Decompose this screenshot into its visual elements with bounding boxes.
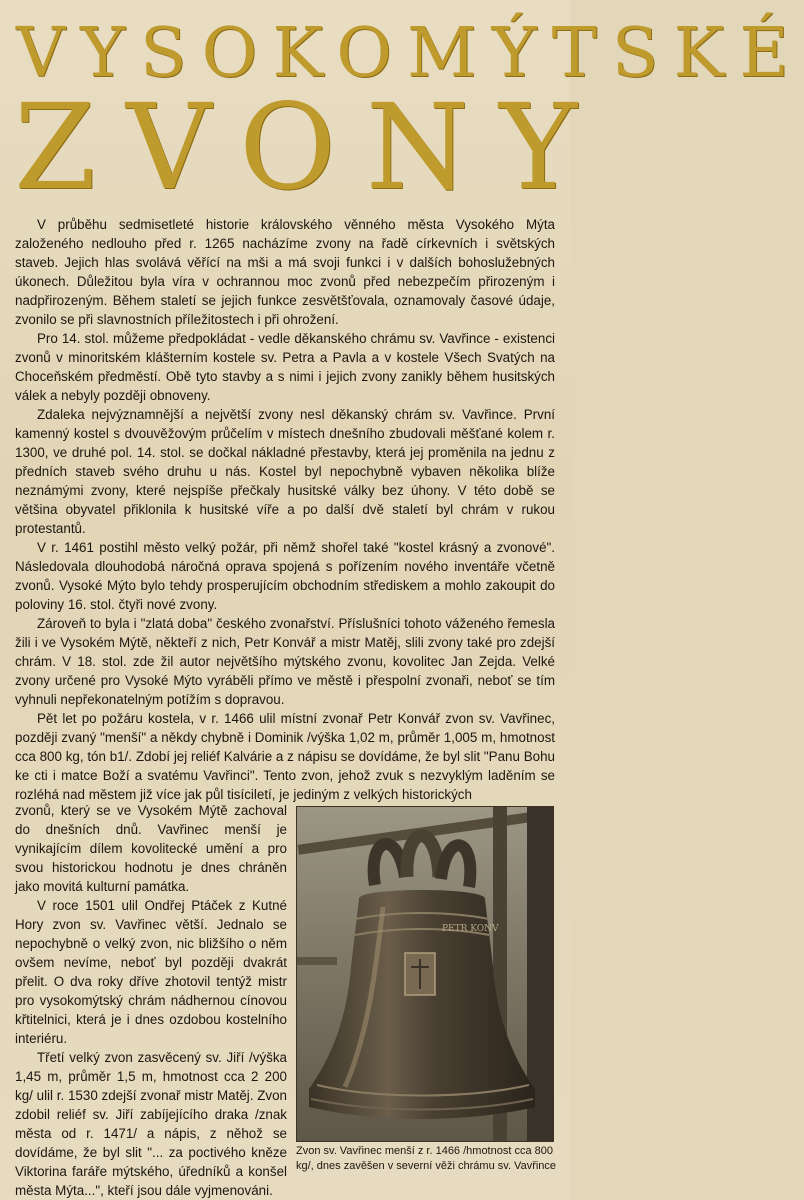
paragraph: Třetí velký zvon zasvěcený sv. Jiří /výška 1,45 m, průměr 1,5 m, hmotnost cca 2 200 kg/ ulil r. 1530 zdejší zvonař mistr Matěj. Zvon zdobil reliéf sv. Jiří zabíjejícího draka /znak města od r. 1471/ a nápis, z něhož se dovídáme, že byl slit "... za poctivého kněze Viktorina faráře mýtského, úředníků a konšel města Mýta...", kteří jsou dále vyjmenováni. (15, 1050, 287, 1198)
paragraph: Pět let po požáru kostela, v r. 1466 ulil místní zvonař Petr Konvář zvon sv. Vavřinec, později zvaný "menší" a někdy chybně i Dominik /výška 1,02 m, průměr 1,005 m, hmotnost cca 800 kg, tón b1/. Zdobí jej reliéf Kalvárie a z nápisu se dovídáme, že byl slit "Panu Bohu ke cti i matce Boží a svatému Vavřinci". Tento zvon, jehož zvuk s nezvyklým laděním se rozléhá nad městem již více jak půl tisíciletí, je jediným z velkých historických (15, 711, 555, 802)
paragraph: V r. 1461 postihl město velký požár, při němž shořel také "kostel krásný a zvonové". Následovala dlouhodobá náročná oprava spojená s pořízením nového inventáře včetně zvonů. Vysoké Mýto bylo tehdy prosperujícím obchodním střediskem a mohlo zakoupit do poloviny 16. stol. čtyři nové zvony. (15, 540, 555, 612)
paragraph: Pro 14. stol. můžeme předpokládat - vedle děkanského chrámu sv. Vavřince - existenci zvonů v minoritském klášterním kostele sv. Petra a Pavla a v kostele Všech Svatých na Choceňském předměstí. Obě tyto stavby a s nimi i jejich zvony zanikly během husitských válek a nebyly později obnoveny. (15, 331, 555, 403)
title-line-1: VYSOKOMÝTSKÉ (16, 14, 804, 93)
paragraph: Zároveň to byla i "zlatá doba" českého zvonařství. Příslušníci tohoto váženého řemesla žili i ve Vysokém Mýtě, někteří z nich, Petr Konvář a mistr Matěj, slili zvony také pro zdejší chrám. V 18. stol. zde žil autor největšího mýtského zvonu, kovolitec Jan Zejda. Velké zvony určené pro Vysoké Mýto vyráběli přímo ve městě i přespolní zvonaři, neboť se tím vyhnuli nepřekonatelným potížím s dopravou. (15, 616, 555, 707)
article-body (15, 215, 555, 804)
paragraph: V průběhu sedmisetleté historie královského věnného města Vysokého Mýta založeného nedlouho před r. 1265 nacházíme zvony na řadě církevních i světských staveb. Jejich hlas svolává věřící na mši a má svoji funkci i v dalších bohoslužebných úkonech. Důležitou byla víra v ochrannou moc zvonů před nebezpečím přirozeným i nadpřirozeným. Během staletí se jejich funkce zesvětšťovala, oznamovaly časové údaje, zvonilo se při slavnostních příležitostech i při ohrožení. (15, 217, 555, 327)
article-column (15, 801, 287, 1200)
title-line-2: ZVONY (14, 78, 608, 216)
photo-caption: Zvon sv. Vavřinec menší z r. 1466 /hmotnost cca 800 kg/, dnes zavěšen v severní věži chrámu sv. Vavřince (296, 1145, 557, 1172)
beam (297, 957, 337, 965)
paragraph: zvonů, který se ve Vysokém Mýtě zachoval do dnešních dnů. Vavřinec menší je vynikajícím dílem kovolitecké umění a pro svou historickou hodnotu je dnes chráněn jako movitá kulturní památka. (15, 803, 287, 894)
bell-photo (296, 806, 554, 1142)
paragraph: V roce 1501 ulil Ondřej Ptáček z Kutné Hory zvon sv. Vavřinec větší. Jednalo se nepochybně o velký zvon, nic bližšího o něm ovšem nevíme, neboť byl později dvakrát přelit. O dva roky dříve zhotovil tentýž mistr pro vysokomýtský chrám nádhernou cínovou křtitelnici, která je i dnes ozdobou kostelního interiéru. (15, 898, 287, 1046)
paragraph: Zdaleka nejvýznamnější a největší zvony nesl děkanský chrám sv. Vavřince. První kamenný kostel s dvouvěžovým průčelím v místech dnešního zbudovali měšťané kolem r. 1300, ve druhé pol. 14. stol. se dočkal nákladné přestavby, která jej proměnila na jednu z předních staveb svého druhu u nás. Kostel byl nepochybně vybaven několika blíže neznámými zvony, které nejspíše přečkaly husitské války bez úhony. V této době se většina obyvatel přiklonila k husitské víře a po další dvě staletí byl chrám v rukou protestantů. (15, 407, 555, 536)
bell-inscription: PETR KONV (442, 924, 499, 934)
bell-illustration (297, 807, 553, 1141)
